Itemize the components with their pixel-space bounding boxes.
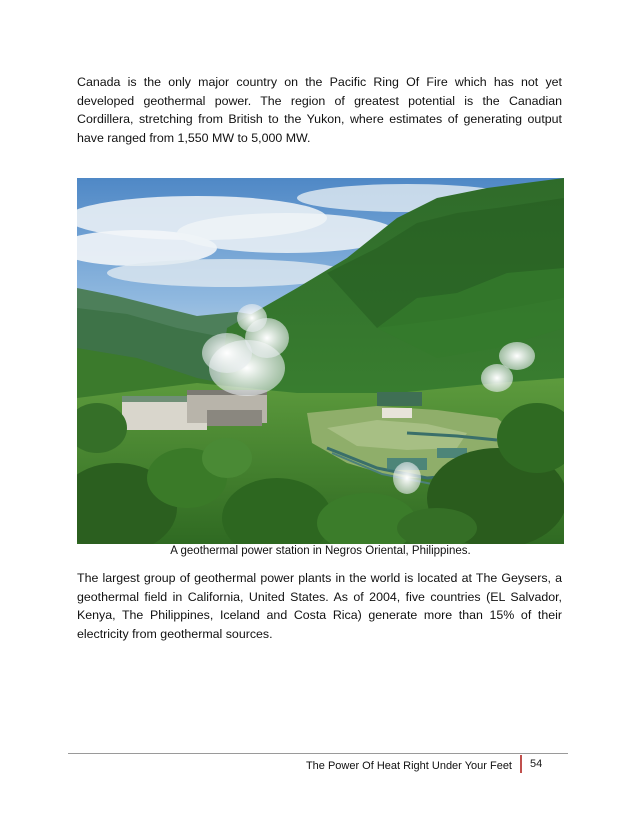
paragraph-geysers: The largest group of geothermal power plants in the world is located at The Geysers, a geothermal field in California, United States. As of 2004, five countries (EL Salvador, Kenya, The Philippines, Iceland and Costa Rica) generate more than 15% of their electricity from geothermal sources. bbox=[77, 571, 562, 641]
paragraph-canada: Canada is the only major country on the Pacific Ring Of Fire which has not yet developed geothermal power. The region of greatest potential is the Canadian Cordillera, stretching from British to the Yukon, where estimates of generating output have ranged from 1,550 MW to 5,000 MW. bbox=[77, 75, 562, 145]
figure-caption: A geothermal power station in Negros Oriental, Philippines. bbox=[170, 545, 471, 557]
footer-divider bbox=[68, 753, 568, 754]
page-number: 54 bbox=[520, 755, 568, 773]
geothermal-station-photo bbox=[77, 178, 564, 544]
footer-title: The Power Of Heat Right Under Your Feet bbox=[305, 760, 512, 772]
